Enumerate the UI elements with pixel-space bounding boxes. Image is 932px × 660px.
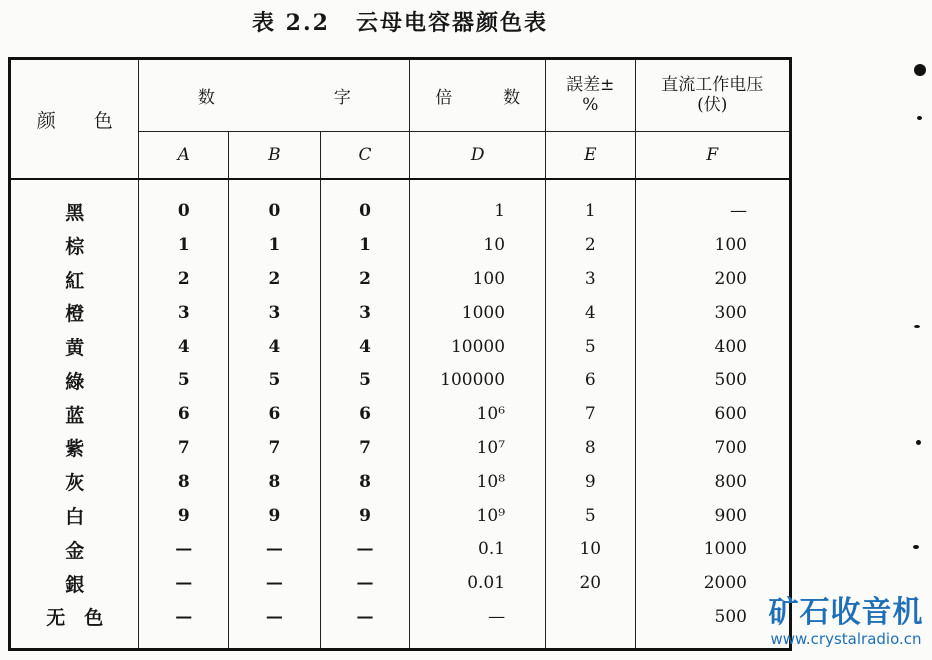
cell-tolerance: 9 bbox=[546, 465, 635, 499]
mica-capacitor-color-table bbox=[8, 57, 792, 651]
cell-multiplier: 10⁸ bbox=[410, 465, 546, 499]
header-letter-b: B bbox=[229, 131, 321, 179]
cell-multiplier: 10⁷ bbox=[410, 431, 546, 465]
cell-digit-c: 1 bbox=[320, 228, 410, 262]
scan-speck bbox=[917, 116, 922, 120]
cell-color: 綠 bbox=[10, 364, 139, 398]
cell-tolerance: 1 bbox=[546, 195, 635, 229]
cell-multiplier: — bbox=[410, 600, 546, 634]
cell-color: 橙 bbox=[10, 296, 139, 330]
cell-tolerance: 5 bbox=[546, 499, 635, 533]
table-row bbox=[10, 397, 791, 431]
cell-voltage: 900 bbox=[635, 499, 790, 533]
cell-voltage: 300 bbox=[635, 296, 790, 330]
cell-digit-a: 2 bbox=[139, 262, 229, 296]
scan-speck bbox=[913, 545, 919, 549]
cell-tolerance: 10 bbox=[546, 532, 635, 566]
cell-digit-c: 0 bbox=[320, 195, 410, 229]
cell-digit-c: 2 bbox=[320, 262, 410, 296]
cell-digit-c: 5 bbox=[320, 364, 410, 398]
cell-digit-c: 3 bbox=[320, 296, 410, 330]
cell-digit-c: — bbox=[320, 566, 410, 600]
cell-color: 黄 bbox=[10, 330, 139, 364]
table-row bbox=[10, 330, 791, 364]
cell-digit-a: 4 bbox=[139, 330, 229, 364]
cell-multiplier: 10 bbox=[410, 228, 546, 262]
cell-voltage: 500 bbox=[635, 600, 790, 634]
cell-digit-b: 3 bbox=[229, 296, 321, 330]
cell-tolerance bbox=[546, 600, 635, 634]
header-row-1 bbox=[10, 59, 791, 132]
cell-digit-c: 8 bbox=[320, 465, 410, 499]
cell-tolerance: 4 bbox=[546, 296, 635, 330]
header-digits: 数 字 bbox=[139, 59, 410, 132]
cell-multiplier: 100000 bbox=[410, 364, 546, 398]
cell-multiplier: 10⁹ bbox=[410, 499, 546, 533]
cell-digit-b: 1 bbox=[229, 228, 321, 262]
watermark bbox=[760, 596, 932, 648]
watermark-url: www.crystalradio.cn bbox=[770, 630, 922, 648]
header-tolerance: 誤差± % bbox=[546, 59, 635, 132]
cell-voltage: 700 bbox=[635, 431, 790, 465]
cell-multiplier: 100 bbox=[410, 262, 546, 296]
cell-voltage: 500 bbox=[635, 364, 790, 398]
table-row bbox=[10, 465, 791, 499]
cell-digit-b: 9 bbox=[229, 499, 321, 533]
cell-digit-b: 4 bbox=[229, 330, 321, 364]
cell-multiplier: 1 bbox=[410, 195, 546, 229]
cell-digit-b: — bbox=[229, 566, 321, 600]
header-voltage: 直流工作电压 (伏) bbox=[635, 59, 790, 132]
cell-multiplier: 0.01 bbox=[410, 566, 546, 600]
table-row bbox=[10, 364, 791, 398]
header-letter-f: F bbox=[635, 131, 790, 179]
cell-tolerance: 5 bbox=[546, 330, 635, 364]
scan-speck bbox=[914, 325, 920, 328]
cell-color: 紅 bbox=[10, 262, 139, 296]
cell-voltage: 200 bbox=[635, 262, 790, 296]
table-caption: 云母电容器颜色表 bbox=[355, 10, 548, 36]
table-row bbox=[10, 296, 791, 330]
table-row bbox=[10, 499, 791, 533]
cell-digit-c: — bbox=[320, 532, 410, 566]
scan-speck bbox=[914, 64, 926, 76]
cell-color: 銀 bbox=[10, 566, 139, 600]
cell-tolerance: 20 bbox=[546, 566, 635, 600]
table-row bbox=[10, 195, 791, 229]
cell-multiplier: 0.1 bbox=[410, 532, 546, 566]
cell-digit-a: 1 bbox=[139, 228, 229, 262]
table-row bbox=[10, 262, 791, 296]
header-letter-a: A bbox=[139, 131, 229, 179]
cell-color: 蓝 bbox=[10, 397, 139, 431]
cell-digit-a: 6 bbox=[139, 397, 229, 431]
cell-multiplier: 10000 bbox=[410, 330, 546, 364]
cell-digit-c: 9 bbox=[320, 499, 410, 533]
cell-digit-c: 6 bbox=[320, 397, 410, 431]
cell-digit-b: — bbox=[229, 600, 321, 634]
header-letter-c: C bbox=[320, 131, 410, 179]
cell-voltage: 1000 bbox=[635, 532, 790, 566]
cell-digit-a: 7 bbox=[139, 431, 229, 465]
cell-digit-a: 0 bbox=[139, 195, 229, 229]
cell-digit-c: — bbox=[320, 600, 410, 634]
header-color: 颜 色 bbox=[10, 59, 139, 180]
watermark-name: 矿石收音机 bbox=[768, 595, 924, 630]
cell-color: 紫 bbox=[10, 431, 139, 465]
cell-digit-b: — bbox=[229, 532, 321, 566]
table-body bbox=[10, 195, 791, 634]
scan-speck bbox=[916, 440, 921, 445]
cell-digit-a: 3 bbox=[139, 296, 229, 330]
cell-voltage: — bbox=[635, 195, 790, 229]
cell-digit-b: 7 bbox=[229, 431, 321, 465]
cell-digit-b: 8 bbox=[229, 465, 321, 499]
table-row bbox=[10, 532, 791, 566]
cell-digit-a: — bbox=[139, 532, 229, 566]
cell-color: 黑 bbox=[10, 195, 139, 229]
cell-color: 金 bbox=[10, 532, 139, 566]
table-number: 表 2.2 bbox=[252, 10, 330, 36]
cell-tolerance: 2 bbox=[546, 228, 635, 262]
cell-digit-a: 8 bbox=[139, 465, 229, 499]
cell-voltage: 2000 bbox=[635, 566, 790, 600]
cell-tolerance: 3 bbox=[546, 262, 635, 296]
cell-digit-b: 5 bbox=[229, 364, 321, 398]
cell-tolerance: 7 bbox=[546, 397, 635, 431]
table-title bbox=[0, 6, 800, 37]
cell-voltage: 400 bbox=[635, 330, 790, 364]
cell-color: 灰 bbox=[10, 465, 139, 499]
cell-voltage: 600 bbox=[635, 397, 790, 431]
cell-color: 棕 bbox=[10, 228, 139, 262]
cell-digit-c: 7 bbox=[320, 431, 410, 465]
cell-voltage: 100 bbox=[635, 228, 790, 262]
header-multiplier: 倍 数 bbox=[410, 59, 546, 132]
table-row bbox=[10, 566, 791, 600]
cell-color: 无 色 bbox=[10, 600, 139, 634]
header-letter-d: D bbox=[410, 131, 546, 179]
cell-digit-b: 2 bbox=[229, 262, 321, 296]
cell-digit-b: 0 bbox=[229, 195, 321, 229]
cell-digit-a: 5 bbox=[139, 364, 229, 398]
cell-digit-a: 9 bbox=[139, 499, 229, 533]
cell-digit-c: 4 bbox=[320, 330, 410, 364]
cell-multiplier: 10⁶ bbox=[410, 397, 546, 431]
cell-digit-a: — bbox=[139, 566, 229, 600]
cell-multiplier: 1000 bbox=[410, 296, 546, 330]
cell-voltage: 800 bbox=[635, 465, 790, 499]
cell-tolerance: 6 bbox=[546, 364, 635, 398]
table-row bbox=[10, 600, 791, 634]
table-row bbox=[10, 228, 791, 262]
header-letter-e: E bbox=[546, 131, 635, 179]
cell-digit-a: — bbox=[139, 600, 229, 634]
cell-digit-b: 6 bbox=[229, 397, 321, 431]
cell-tolerance: 8 bbox=[546, 431, 635, 465]
cell-color: 白 bbox=[10, 499, 139, 533]
table-row bbox=[10, 431, 791, 465]
